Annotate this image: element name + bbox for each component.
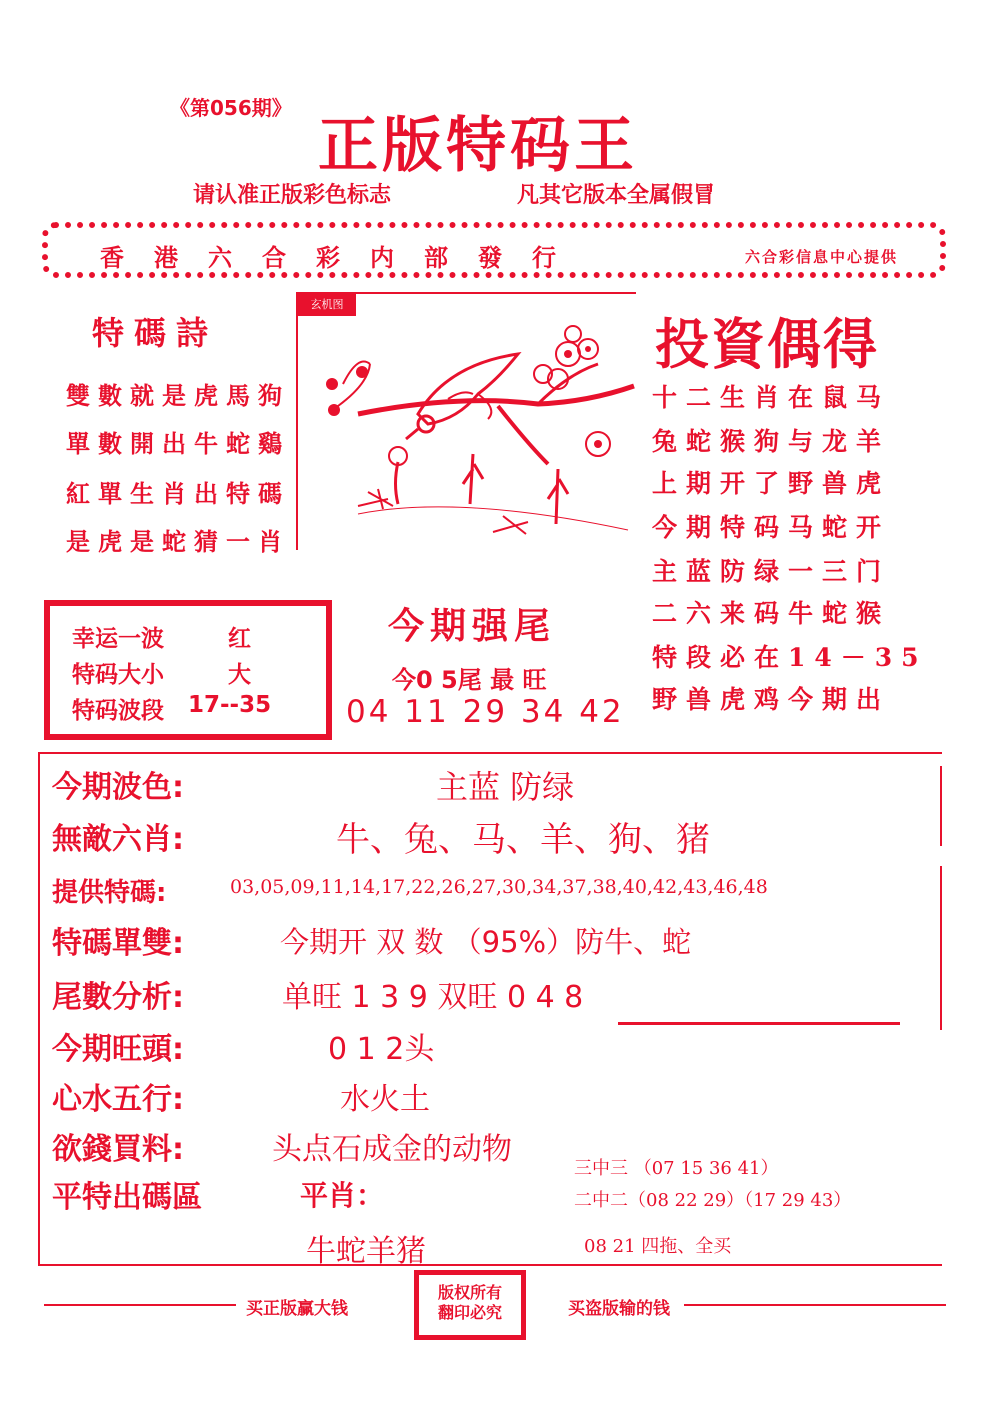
range-label: 特码波段 xyxy=(72,698,164,724)
six-zodiac-value: 牛、兔、马、羊、狗、猪 xyxy=(336,820,710,860)
provide-label: 提供特碼: xyxy=(52,878,167,908)
verse-line: 二六来码牛蛇猴 xyxy=(652,599,891,628)
lucky-wave-label: 幸运一波 xyxy=(72,626,164,652)
tail-analysis-value: 单旺 1 3 9 双旺 0 4 8 xyxy=(282,980,584,1015)
odd-even-value: 今期开 双 数 （95%）防牛、蛇 xyxy=(280,925,692,959)
zone-label: 平特出碼區 xyxy=(52,1180,202,1215)
wave-label: 今期波色: xyxy=(52,770,184,805)
flat-value: 牛蛇羊猪 xyxy=(306,1234,426,1269)
footer-slogan-left: 买正版赢大钱 xyxy=(246,1299,348,1319)
combo-two: 二中二（08 22 29）（17 29 43） xyxy=(574,1190,852,1211)
head-label: 今期旺頭: xyxy=(52,1032,184,1067)
tail-title: 今期强尾 xyxy=(388,606,557,647)
auth-notice-left: 请认准正版彩色标志 xyxy=(193,183,392,208)
combo-drag: 08 21 四拖、全买 xyxy=(584,1236,732,1257)
bird-branch-drawing xyxy=(298,294,636,550)
tail-analysis-label: 尾數分析: xyxy=(52,980,184,1015)
element-value: 水火土 xyxy=(340,1082,430,1117)
poem-title: 特碼詩 xyxy=(92,314,219,352)
element-label: 心水五行: xyxy=(52,1082,184,1117)
lucky-wave-value: 红 xyxy=(228,626,251,652)
combo-three: 三中三 （07 15 36 41） xyxy=(574,1158,779,1179)
odd-even-label: 特碼單雙: xyxy=(52,926,184,961)
size-label: 特码大小 xyxy=(72,662,164,688)
picture-stamp: 玄机图 xyxy=(298,294,356,316)
issue-number: 《第056期》 xyxy=(170,96,292,120)
copyright-line: 版权所有 xyxy=(437,1283,502,1302)
poem-line: 單數開出牛蛇鷄 xyxy=(66,429,290,458)
banner-text: 香港六合彩内部發行 xyxy=(100,244,586,272)
wave-value: 主蓝 防绿 xyxy=(436,768,575,806)
verse-line: 野兽虎鸡今期出 xyxy=(652,685,891,714)
info-box-edge xyxy=(940,866,942,1030)
footer-line-right xyxy=(684,1304,946,1306)
invest-title: 投資偶得 xyxy=(655,313,879,376)
copyright-box xyxy=(414,1270,526,1340)
money-label: 欲錢買料: xyxy=(52,1132,184,1167)
page-title: 正版特码王 xyxy=(318,111,638,181)
banner-credit: 六合彩信息中心提供 xyxy=(745,248,899,266)
verse-line: 特段必在14－35 xyxy=(652,643,928,672)
info-box-edge xyxy=(940,766,942,846)
footer-slogan-right: 买盗版输的钱 xyxy=(568,1299,670,1319)
range-value: 17--35 xyxy=(188,692,272,718)
copyright-line: 翻印必究 xyxy=(437,1303,502,1322)
auth-notice-right: 凡其它版本全属假冒 xyxy=(517,183,716,208)
footer-line-left xyxy=(44,1304,236,1306)
verse-line: 十二生肖在鼠马 xyxy=(652,383,891,412)
poem-line: 是虎是蛇猜一肖 xyxy=(66,527,290,556)
bird-illustration xyxy=(296,292,636,550)
verse-line: 兔蛇猴狗与龙羊 xyxy=(652,427,891,456)
verse-line: 今期特码马蛇开 xyxy=(652,513,891,542)
provide-value: 03,05,09,11,14,17,22,26,27,30,34,37,38,40,42,43,46,48 xyxy=(230,876,768,898)
six-zodiac-label: 無敵六肖: xyxy=(52,822,184,857)
money-value: 头点石成金的动物 xyxy=(272,1132,512,1167)
flat-label: 平肖： xyxy=(300,1179,385,1212)
verse-line: 上期开了野兽虎 xyxy=(652,469,891,498)
tail-subtitle: 今0 5尾 最 旺 xyxy=(392,666,547,694)
size-value: 大 xyxy=(228,662,251,688)
verse-line: 主蓝防绿一三门 xyxy=(652,557,891,586)
head-value: 0 1 2头 xyxy=(328,1032,435,1067)
divider xyxy=(618,1022,900,1025)
poem-line: 紅單生肖出特碼 xyxy=(66,479,290,508)
poem-line: 雙數就是虎馬狗 xyxy=(66,381,290,410)
tail-numbers: 04 11 29 34 42 xyxy=(346,694,625,730)
